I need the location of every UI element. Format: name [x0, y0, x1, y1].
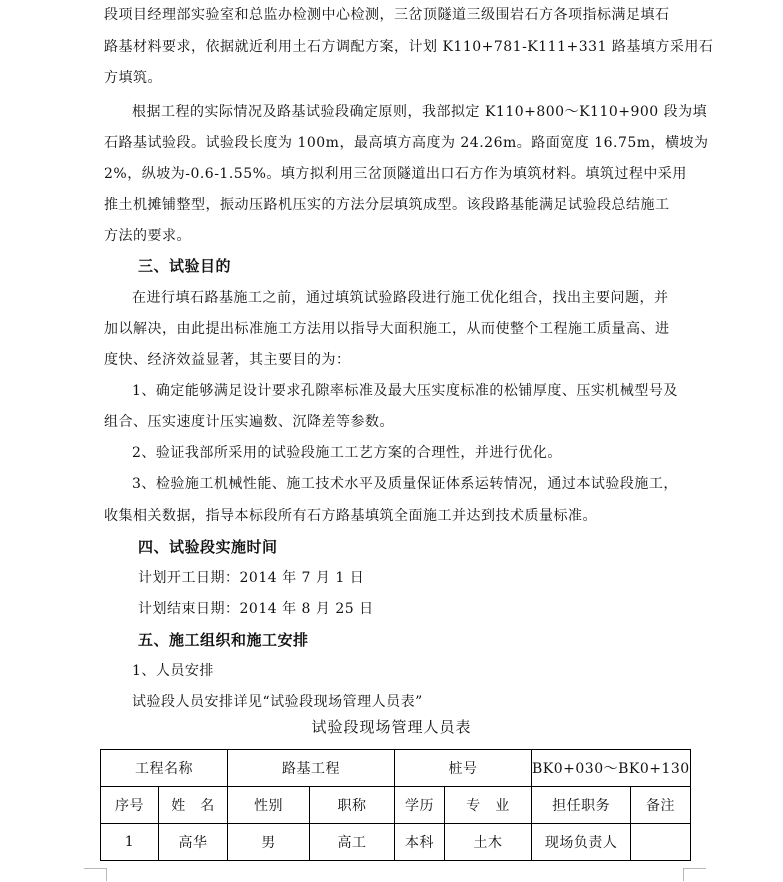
section-heading: 五、施工组织和施工安排	[138, 631, 309, 649]
table-cell: 姓 名	[159, 787, 228, 824]
table-row	[101, 787, 691, 824]
paragraph-line: 路基材料要求，依据就近利用土石方调配方案，计划 K110+781-K111+331 路基填方采用石	[104, 39, 714, 55]
table-cell: 性别	[228, 787, 310, 824]
paragraph-line: 度快、经济效益显著，其主要目的为：	[104, 352, 351, 368]
paragraph-line: 方填筑。	[104, 70, 162, 86]
table-cell: 土木	[445, 824, 532, 861]
table-cell: 备注	[631, 787, 690, 824]
table-cell: 工程名称	[101, 750, 228, 787]
table-cell: 男	[228, 824, 310, 861]
table-cell: 专 业	[445, 787, 532, 824]
paragraph-line: 根据工程的实际情况及路基试验段确定原则，我部拟定 K110+800～K110+900 段为填	[132, 104, 708, 120]
paragraph-line: 加以解决，由此提出标准施工方法用以指导大面积施工，从而使整个工程施工质量高、进	[104, 321, 670, 337]
section-heading: 四、试验段实施时间	[138, 538, 278, 556]
paragraph-line: 推土机摊铺整型，振动压路机压实的方法分层填筑成型。该段路基能满足试验段总结施工	[104, 197, 670, 213]
section-heading: 三、试验目的	[138, 257, 232, 275]
table-cell: 现场负责人	[532, 824, 631, 861]
table-cell: 高华	[159, 824, 228, 861]
list-item: 收集相关数据，指导本标段所有石方路基填筑全面施工并达到技术质量标准。	[104, 508, 597, 524]
table-row	[101, 824, 691, 861]
table-cell	[631, 824, 690, 861]
start-date: 计划开工日期：2014 年 7 月 1 日	[138, 570, 365, 586]
paragraph-line: 段项目经理部实验室和总监办检测中心检测，三岔顶隧道三级围岩石方各项指标满足填石	[104, 7, 670, 23]
list-item: 3、检验施工机械性能、施工技术水平及质量保证体系运转情况，通过本试验段施工，	[132, 476, 678, 492]
paragraph-line: 方法的要求。	[104, 228, 191, 244]
list-item: 组合、压实速度计压实遍数、沉降差等参数。	[104, 414, 394, 430]
subsection-heading: 1、人员安排	[132, 663, 214, 679]
margin-corner-mark	[683, 868, 706, 881]
table-cell: 1	[101, 824, 159, 861]
paragraph-line: 在进行填石路基施工之前，通过填筑试验路段进行施工优化组合，找出主要问题，并	[132, 290, 669, 306]
list-item: 1、确定能够满足设计要求孔隙率标准及最大压实度标准的松铺厚度、压实机械型号及	[132, 383, 678, 399]
paragraph-line: 试验段人员安排详见“试验段现场管理人员表”	[132, 694, 423, 710]
paragraph-line: 石路基试验段。试验段长度为 100m，最高填方高度为 24.26m。路面宽度 16.75m，横坡为	[104, 135, 709, 151]
table-cell: 本科	[395, 824, 445, 861]
table-cell: 担任职务	[532, 787, 631, 824]
end-date: 计划结束日期：2014 年 8 月 25 日	[138, 601, 374, 617]
table-row	[101, 750, 691, 787]
personnel-table	[100, 749, 691, 861]
table-cell: 桩号	[395, 750, 532, 787]
table-cell: 学历	[395, 787, 445, 824]
table-cell: 序号	[101, 787, 159, 824]
table-cell: 职称	[310, 787, 395, 824]
table-cell: 路基工程	[228, 750, 395, 787]
table-caption: 试验段现场管理人员表	[311, 718, 472, 736]
list-item: 2、验证我部所采用的试验段施工工艺方案的合理性，并进行优化。	[132, 445, 562, 461]
margin-corner-mark	[84, 868, 107, 881]
table-cell: BK0+030～BK0+130	[532, 750, 691, 787]
paragraph-line: 2%，纵坡为-0.6-1.55%。填方拟利用三岔顶隧道出口石方作为填筑材料。填筑过程中采用	[104, 166, 687, 182]
table-cell: 高工	[310, 824, 395, 861]
